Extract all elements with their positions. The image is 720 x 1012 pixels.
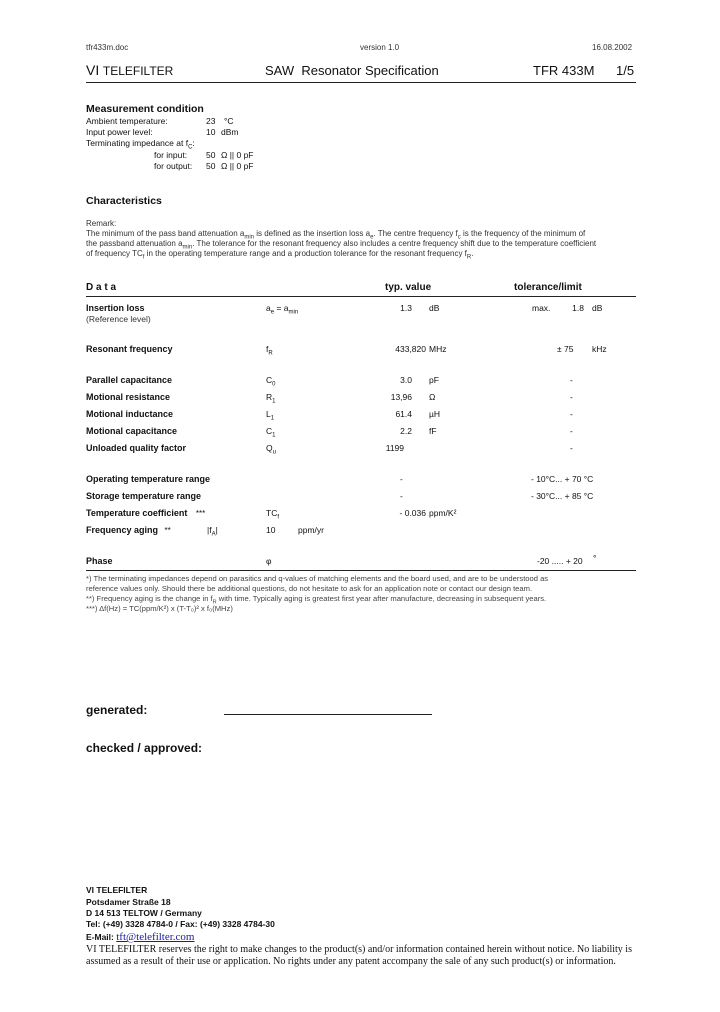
doc-title-saw: SAW — [265, 63, 295, 78]
file-name: tfr433m.doc — [86, 43, 129, 52]
input-unit: Ω || 0 pF — [221, 150, 254, 160]
output-label: for output: — [154, 161, 193, 171]
footnote-2: reference values only. Should there be additional questions, do not hesitate to ask for an application note or contact our design team. — [86, 584, 533, 593]
sym-sub-1: 1 — [272, 398, 276, 405]
doc-title-text: Resonator Specification — [301, 63, 439, 78]
doc-date: 16.08.2002 — [592, 43, 633, 52]
remark-1-sub1: min — [244, 234, 254, 241]
row-resonant-frequency-unit: MHz — [429, 344, 447, 354]
footer-disclaimer-2: assumed as a result of their use or application. No rights under any patent accompany the sale of any such product(s) or information. — [86, 956, 616, 967]
ambient-value: 23 — [206, 116, 216, 126]
row-operating-temp-typ: - — [400, 474, 403, 484]
row-operating-temp-tol: - 10°C... + 70 °C — [531, 474, 594, 484]
sym-bar: | — [215, 525, 218, 535]
row-storage-temp-tol: - 30°C... + 85 °C — [531, 491, 594, 501]
row-resonant-frequency-tol: ± 75 — [557, 344, 574, 354]
company-name: TELEFILTER — [102, 64, 174, 78]
footer-email-label: E-Mail: — [86, 932, 114, 942]
version-label: version 1.0 — [360, 43, 400, 52]
power-value: 10 — [206, 127, 216, 137]
terminating-sub: C — [188, 144, 193, 151]
sym-sub-r: R — [268, 350, 273, 357]
remark-3-sub: f — [142, 254, 145, 261]
sym-f: f — [266, 344, 269, 354]
remark-3b: in the operating temperature range and a production tolerance for the resonant frequency f — [144, 249, 467, 258]
remark-2b: . The tolerance for the resonant frequency also includes a centre frequency shift due to the temperature coefficient — [192, 239, 597, 248]
sym-r: R — [266, 392, 273, 402]
sym-sub-0: 0 — [272, 381, 276, 388]
row-motional-resistance-unit: Ω — [429, 392, 436, 402]
row-motional-capacitance-typ: 2.2 — [400, 426, 412, 436]
page-number: 1/5 — [616, 63, 635, 78]
footer-street: Potsdamer Straße 18 — [86, 897, 171, 907]
checked-label: checked / approved: — [86, 741, 203, 755]
row-resonant-frequency-symbol — [266, 344, 273, 357]
row-temp-coefficient-label — [86, 508, 205, 518]
measurement-title: Measurement condition — [86, 103, 204, 115]
row-motional-capacitance-unit: fF — [429, 426, 437, 436]
part-number: TFR 433M — [533, 63, 595, 78]
row-insertion-loss-sub: (Reference level) — [86, 314, 151, 324]
input-value: 50 — [206, 150, 216, 160]
row-frequency-aging-mark: ** — [164, 526, 171, 535]
row-quality-factor-symbol — [266, 443, 276, 456]
doc-title — [265, 63, 439, 78]
row-phase-name: Phase — [86, 556, 113, 566]
remark-line-3 — [86, 249, 473, 261]
ambient-label: Ambient temperature: — [86, 116, 168, 126]
footer-phone: Tel: (+49) 3328 4784-0 / Fax: (+49) 3328 4784-30 — [86, 919, 275, 929]
row-motional-capacitance-tol: - — [570, 426, 573, 436]
row-motional-capacitance-name: Motional capacitance — [86, 426, 178, 436]
characteristics-title: Characteristics — [86, 195, 162, 207]
sym-sub-1: 1 — [270, 415, 275, 422]
row-insertion-loss-tol: 1.8 — [572, 303, 584, 313]
footnote-1: *) The terminating impedances depend on parasitics and q-values of matching elements and the board used, and are to be understood as — [86, 574, 549, 583]
row-motional-resistance-tol: - — [570, 392, 573, 402]
row-frequency-aging-unit: ppm/yr — [298, 525, 324, 535]
col-header-typ: typ. value — [385, 282, 432, 293]
remark-2-sub: min — [182, 244, 193, 251]
output-value: 50 — [206, 161, 216, 171]
terminating-colon: : — [192, 138, 195, 148]
footnote-4: ***) Δf(Hz) = TC(ppm/K²) x (T-T₀)² x f₀(MHz) — [86, 604, 233, 613]
sym-c: C — [266, 375, 273, 385]
remark-3a: of frequency TC — [86, 249, 143, 258]
row-temp-coefficient-symbol — [266, 508, 279, 521]
footer-email-link[interactable]: tft@telefilter.com — [116, 931, 195, 943]
row-parallel-capacitance-unit: pF — [429, 375, 439, 385]
row-insertion-loss-symbol — [266, 303, 298, 316]
remark-2a: the passband attenuation a — [86, 239, 183, 248]
col-header-tolerance: tolerance/limit — [514, 282, 582, 293]
row-motional-inductance-name: Motional inductance — [86, 409, 174, 419]
row-temp-coefficient-name: Temperature coefficient — [86, 508, 188, 518]
row-insertion-loss-name: Insertion loss — [86, 303, 145, 313]
sym-sub-u: u — [272, 449, 276, 456]
sym-sub-a: A — [211, 531, 216, 538]
remark-1d: is the frequency of the minimum of — [460, 229, 586, 238]
input-label: for input: — [154, 150, 188, 160]
row-temp-coefficient-mark: *** — [195, 509, 206, 518]
row-insertion-loss-typ: 1.3 — [400, 303, 412, 313]
row-motional-inductance-tol: - — [570, 409, 573, 419]
row-temp-coefficient-typ: - 0.036 — [399, 508, 426, 518]
row-insertion-loss-max: max. — [532, 303, 551, 313]
row-resonant-frequency-tol-unit: kHz — [592, 344, 607, 354]
row-quality-factor-typ: 1199 — [385, 443, 404, 453]
row-frequency-aging-typ: 10 — [266, 525, 276, 535]
row-frequency-aging-symbol — [207, 525, 218, 538]
sym-l: L — [266, 409, 271, 419]
row-storage-temp-name: Storage temperature range — [86, 491, 202, 501]
footnote-3b: with time. Typically aging is greatest first year after manufacture, decreasing in subsequent years. — [216, 594, 547, 603]
generated-signature-line — [224, 714, 432, 715]
row-storage-temp-typ: - — [400, 491, 403, 501]
sym-tc: TC — [266, 508, 278, 518]
output-unit: Ω || 0 pF — [221, 161, 254, 171]
sym-a: a — [266, 303, 271, 313]
company-title — [86, 62, 173, 78]
row-quality-factor-tol: - — [570, 443, 573, 453]
row-phase-tol-unit: ° — [593, 553, 597, 563]
ambient-unit: °C — [224, 116, 234, 126]
row-motional-inductance-symbol — [266, 409, 274, 422]
remark-1c: . The centre frequency f — [373, 229, 458, 238]
remark-label: Remark: — [86, 219, 117, 228]
table-bottom-rule — [86, 570, 636, 571]
row-frequency-aging-label — [86, 525, 171, 535]
row-phase-symbol: φ — [266, 556, 272, 566]
row-insertion-loss-unit: dB — [429, 303, 440, 313]
header-divider — [86, 82, 636, 83]
footer-email-row — [86, 931, 195, 943]
sym-sub-min: min — [288, 309, 299, 316]
row-motional-capacitance-symbol — [266, 426, 275, 439]
power-label: Input power level: — [86, 127, 153, 137]
remark-1-sub2: e — [370, 234, 374, 241]
remark-1-sub3: c — [457, 234, 461, 241]
row-parallel-capacitance-symbol — [266, 375, 275, 388]
row-phase-tol: -20 ..... + 20 — [537, 556, 583, 566]
company-prefix: VI — [86, 62, 100, 78]
footer-company: VI TELEFILTER — [86, 885, 148, 895]
sym-c: C — [266, 426, 273, 436]
remark-1a: The minimum of the pass band attenuation a — [86, 229, 245, 238]
row-parallel-capacitance-tol: - — [570, 375, 573, 385]
sym-q: Q — [266, 443, 273, 453]
row-parallel-capacitance-name: Parallel capacitance — [86, 375, 173, 385]
row-motional-resistance-typ: 13,96 — [390, 392, 412, 402]
footer-disclaimer-1: VI TELEFILTER reserves the right to make changes to the product(s) and/or information contained herein without notice. No liability is — [86, 944, 632, 955]
footnote-3a: **) Frequency aging is the change in f — [86, 594, 213, 603]
terminating-label — [86, 138, 195, 151]
row-motional-resistance-name: Motional resistance — [86, 392, 171, 402]
col-header-data: D a t a — [86, 282, 117, 293]
remark-3c: . — [471, 249, 474, 258]
remark-1b: is defined as the insertion loss a — [254, 229, 371, 238]
sym-sub-1: 1 — [272, 432, 276, 439]
remark-3-sub2: R — [466, 254, 472, 261]
row-temp-coefficient-unit: ppm/K² — [429, 508, 457, 518]
power-unit: dBm — [221, 127, 239, 137]
row-frequency-aging-name: Frequency aging — [86, 525, 159, 535]
row-motional-resistance-symbol — [266, 392, 275, 405]
row-parallel-capacitance-typ: 3.0 — [400, 375, 412, 385]
row-resonant-frequency-typ: 433,820 — [395, 344, 426, 354]
row-quality-factor-name: Unloaded quality factor — [86, 443, 187, 453]
row-motional-inductance-unit: µH — [429, 409, 441, 419]
table-header-rule — [86, 296, 636, 297]
row-operating-temp-name: Operating temperature range — [86, 474, 211, 484]
sym-fa: |f — [207, 525, 212, 535]
footer-city: D 14 513 TELTOW / Germany — [86, 908, 202, 918]
row-motional-inductance-typ: 61.4 — [395, 409, 412, 419]
row-insertion-loss-tol-unit: dB — [592, 303, 603, 313]
sym-sub-f: f — [277, 514, 280, 521]
footnote-3-sub: R — [212, 599, 217, 606]
generated-label: generated: — [86, 703, 148, 717]
sym-sub-e: e — [270, 309, 275, 316]
row-resonant-frequency-name: Resonant frequency — [86, 344, 173, 354]
sym-rest: = a — [274, 303, 289, 313]
terminating-text: Terminating impedance at f — [86, 138, 189, 148]
